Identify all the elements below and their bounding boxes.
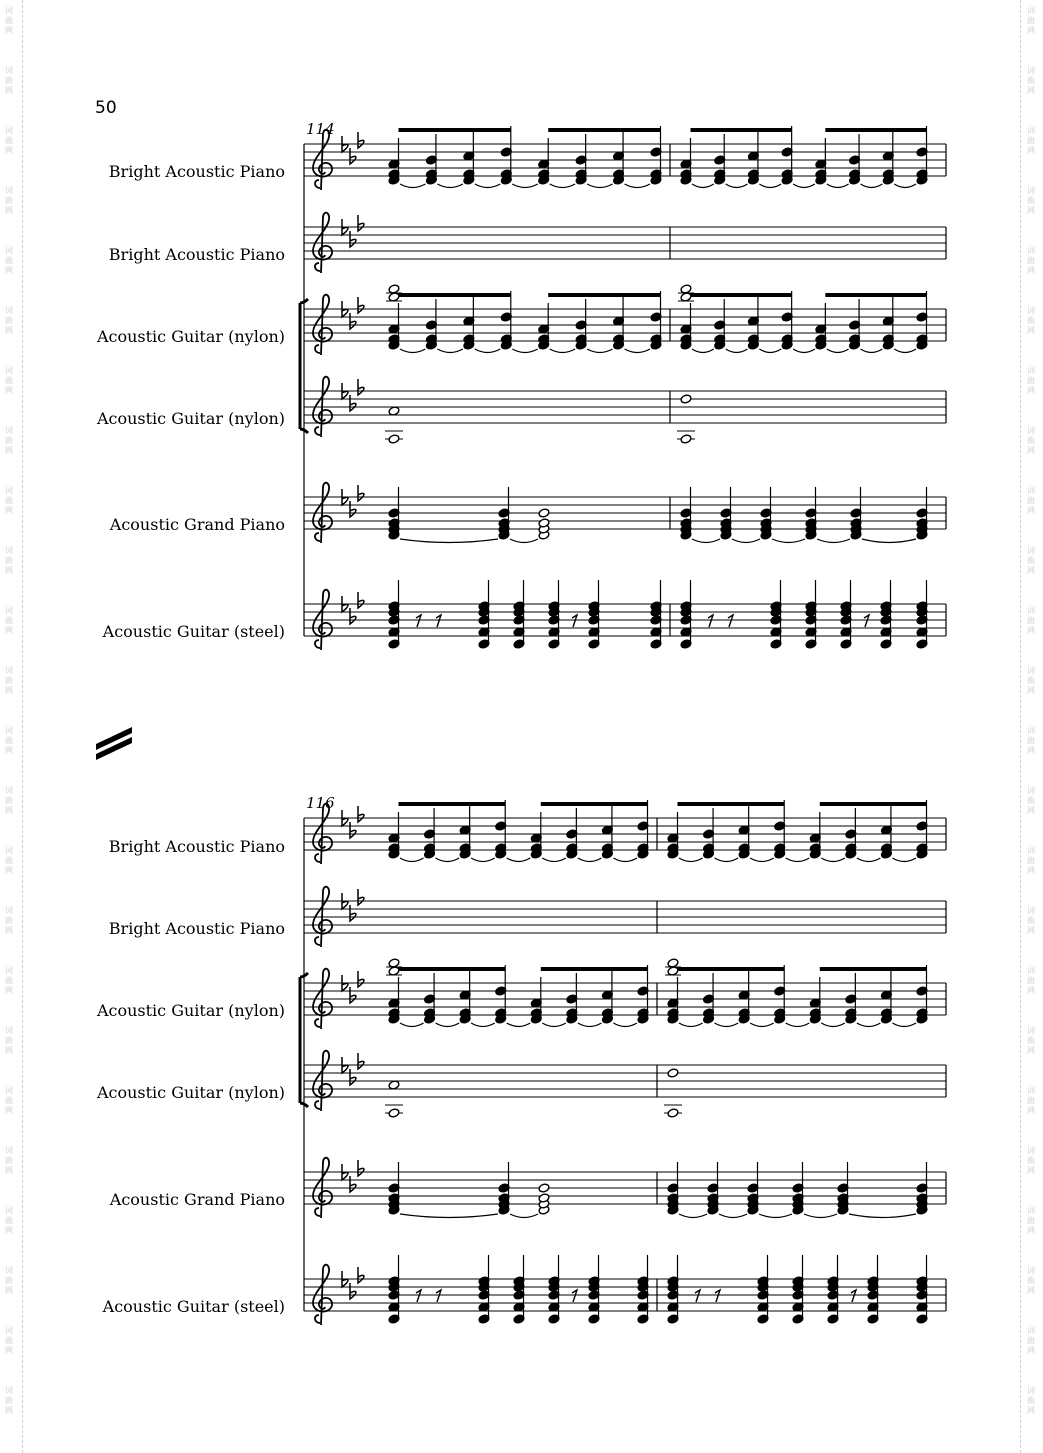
watermark-mark: 词 曲 网 (1027, 906, 1035, 935)
flat-sign-icon (358, 485, 364, 501)
tie-curve (436, 858, 460, 862)
staff (304, 580, 946, 650)
watermark-mark: 词 曲 网 (5, 6, 13, 35)
instrument-name: Acoustic Guitar (nylon) (96, 1083, 285, 1102)
watermark-mark: 词 曲 网 (1027, 426, 1035, 455)
tie-curve (436, 1023, 460, 1027)
tie-curve (857, 858, 881, 862)
tie-curve (772, 539, 805, 543)
tie-curve (821, 858, 845, 862)
flat-sign-icon (350, 501, 356, 517)
instrument-name: Bright Acoustic Piano (108, 245, 285, 264)
watermark-mark: 词 曲 网 (1027, 666, 1035, 695)
page-number: 50 (95, 98, 117, 118)
instrument-name: Acoustic Guitar (nylon) (96, 327, 285, 346)
watermark-mark: 词 曲 网 (5, 1386, 13, 1415)
watermark-mark: 词 曲 网 (5, 906, 13, 935)
watermark-mark: 词 曲 网 (5, 306, 13, 335)
watermark-mark: 词 曲 网 (1027, 126, 1035, 155)
watermark-mark: 词 曲 网 (1027, 1026, 1035, 1055)
tie-curve (827, 349, 849, 353)
tie-curve (550, 184, 575, 188)
eighth-rest-icon (708, 615, 713, 627)
tie-curve (542, 858, 566, 862)
tie-curve (625, 349, 650, 353)
measure-number: 114 (306, 120, 335, 138)
flat-sign-icon (358, 971, 364, 987)
tie-curve (510, 1214, 538, 1218)
note-head (388, 1108, 400, 1118)
tie-curve (512, 184, 537, 188)
flat-sign-icon (350, 395, 356, 411)
tie-curve (400, 184, 425, 188)
flat-sign-icon (358, 592, 364, 608)
eighth-rest-icon (864, 615, 869, 627)
watermark-mark: 词 曲 网 (1027, 846, 1035, 875)
watermark-mark: 词 曲 网 (5, 126, 13, 155)
instrument-name: Bright Acoustic Piano (108, 919, 285, 938)
flat-sign-icon (358, 806, 364, 822)
flat-sign-icon (358, 132, 364, 148)
tie-curve (804, 1214, 837, 1218)
watermark-mark: 词 曲 网 (5, 966, 13, 995)
instrument-name: Bright Acoustic Piano (108, 837, 285, 856)
watermark-mark: 词 曲 网 (1027, 486, 1035, 515)
watermark-mark: 词 曲 网 (5, 726, 13, 755)
watermark-mark: 词 曲 网 (1027, 6, 1035, 35)
flat-sign-icon (358, 1267, 364, 1283)
tie-curve (578, 1023, 602, 1027)
tie-curve (400, 539, 498, 543)
tie-curve (861, 349, 883, 353)
tie-curve (587, 349, 612, 353)
instrument-name: Acoustic Guitar (steel) (102, 1297, 285, 1316)
tie-curve (849, 1214, 916, 1218)
watermark-mark: 词 曲 网 (1027, 1266, 1035, 1295)
tie-curve (613, 858, 637, 862)
watermark-mark: 词 曲 网 (5, 1026, 13, 1055)
tie-curve (550, 349, 575, 353)
tie-curve (437, 349, 462, 353)
flat-sign-icon (358, 1053, 364, 1069)
staff (304, 958, 946, 1029)
eighth-rest-icon (851, 1290, 856, 1302)
staff (304, 1158, 946, 1218)
eighth-rest-icon (572, 1290, 577, 1302)
tie-curve (471, 858, 495, 862)
watermark-mark: 词 曲 网 (1027, 306, 1035, 335)
tie-curve (732, 539, 760, 543)
eighth-rest-icon (436, 1290, 441, 1302)
tie-curve (475, 349, 500, 353)
flat-sign-icon (358, 215, 364, 231)
tie-curve (578, 858, 602, 862)
watermark-mark: 词 曲 网 (5, 606, 13, 635)
eighth-rest-icon (728, 615, 733, 627)
note-head (538, 1183, 550, 1193)
watermark-mark: 词 曲 网 (5, 1146, 13, 1175)
watermark-mark: 词 曲 网 (5, 1266, 13, 1295)
tie-curve (400, 858, 424, 862)
tie-curve (679, 1023, 703, 1027)
flat-sign-icon (350, 987, 356, 1003)
watermark-mark: 词 曲 网 (5, 546, 13, 575)
staff (304, 483, 946, 543)
staff (304, 213, 946, 273)
tie-curve (542, 1023, 566, 1027)
instrument-name: Acoustic Grand Piano (109, 515, 285, 534)
watermark-mark: 词 曲 网 (5, 186, 13, 215)
tie-curve (400, 349, 425, 353)
tie-curve (861, 184, 883, 188)
tie-curve (821, 1023, 845, 1027)
watermark-mark: 词 曲 网 (5, 846, 13, 875)
tie-curve (715, 858, 739, 862)
watermark-mark: 词 曲 网 (1027, 1326, 1035, 1355)
note-head (667, 1068, 679, 1078)
watermark-mark: 词 曲 网 (1027, 606, 1035, 635)
watermark-mark: 词 曲 网 (1027, 66, 1035, 95)
tie-curve (613, 1023, 637, 1027)
tie-curve (507, 858, 531, 862)
tie-curve (400, 1023, 424, 1027)
flat-sign-icon (350, 1283, 356, 1299)
tie-curve (750, 858, 774, 862)
tie-curve (692, 184, 714, 188)
note-head (667, 1108, 679, 1118)
flat-sign-icon (350, 608, 356, 624)
flat-sign-icon (358, 297, 364, 313)
tie-curve (857, 1023, 881, 1027)
tie-curve (793, 349, 815, 353)
music-system (300, 800, 946, 1325)
tie-curve (475, 184, 500, 188)
tie-curve (692, 349, 714, 353)
instrument-name: Acoustic Guitar (steel) (102, 622, 285, 641)
watermark-mark: 词 曲 网 (5, 366, 13, 395)
staff (304, 800, 946, 864)
tie-curve (750, 1023, 774, 1027)
watermark-mark: 词 曲 网 (1027, 966, 1035, 995)
eighth-rest-icon (572, 615, 577, 627)
staff (304, 126, 946, 190)
tie-curve (759, 349, 781, 353)
tie-curve (726, 349, 748, 353)
tie-curve (759, 184, 781, 188)
watermark-mark: 词 曲 网 (5, 426, 13, 455)
tie-curve (719, 1214, 747, 1218)
flat-sign-icon (350, 1176, 356, 1192)
watermark-mark: 词 曲 网 (1027, 246, 1035, 275)
watermark-mark: 词 曲 网 (5, 1206, 13, 1235)
eighth-rest-icon (436, 615, 441, 627)
instrument-name: Bright Acoustic Piano (108, 162, 285, 181)
watermark-mark: 词 曲 网 (5, 786, 13, 815)
tie-curve (679, 858, 703, 862)
watermark-mark: 词 曲 网 (5, 666, 13, 695)
tie-curve (817, 539, 850, 543)
note-head (388, 434, 400, 444)
watermark-mark: 词 曲 网 (1027, 1206, 1035, 1235)
measure-number: 116 (306, 794, 335, 812)
tie-curve (892, 858, 916, 862)
watermark-mark: 词 曲 网 (1027, 366, 1035, 395)
tie-curve (512, 349, 537, 353)
watermark-mark: 词 曲 网 (1027, 1146, 1035, 1175)
note-head (538, 508, 550, 518)
tie-curve (692, 539, 720, 543)
flat-sign-icon (350, 148, 356, 164)
flat-sign-icon (350, 1069, 356, 1085)
watermark-mark: 词 曲 网 (1027, 546, 1035, 575)
tie-curve (507, 1023, 531, 1027)
flat-sign-icon (358, 889, 364, 905)
tie-curve (786, 1023, 810, 1027)
eighth-rest-icon (715, 1290, 720, 1302)
tie-curve (587, 184, 612, 188)
flat-sign-icon (350, 822, 356, 838)
eighth-rest-icon (416, 615, 421, 627)
eighth-rest-icon (695, 1290, 700, 1302)
watermark-mark: 词 曲 网 (5, 486, 13, 515)
instrument-name: Acoustic Guitar (nylon) (96, 1001, 285, 1020)
tie-curve (679, 1214, 707, 1218)
tie-curve (400, 1214, 498, 1218)
note-head (680, 434, 692, 444)
instrument-name: Acoustic Grand Piano (109, 1190, 285, 1209)
tie-curve (437, 184, 462, 188)
flat-sign-icon (358, 379, 364, 395)
system-separator-mark (96, 727, 132, 760)
watermark-mark: 词 曲 网 (1027, 1386, 1035, 1415)
tie-curve (715, 1023, 739, 1027)
tie-curve (471, 1023, 495, 1027)
watermark-mark: 词 曲 网 (5, 1326, 13, 1355)
watermark-mark: 词 曲 网 (5, 66, 13, 95)
flat-sign-icon (350, 313, 356, 329)
tie-curve (894, 184, 916, 188)
watermark-mark: 词 曲 网 (1027, 726, 1035, 755)
tie-curve (892, 1023, 916, 1027)
flat-sign-icon (358, 1160, 364, 1176)
tie-curve (827, 184, 849, 188)
tie-curve (786, 858, 810, 862)
tie-curve (726, 184, 748, 188)
watermark-mark: 词 曲 网 (1027, 786, 1035, 815)
tie-curve (625, 184, 650, 188)
staff (304, 887, 946, 947)
staff (304, 1051, 946, 1118)
watermark-mark: 词 曲 网 (1027, 1086, 1035, 1115)
staff (304, 284, 946, 355)
tie-curve (862, 539, 916, 543)
eighth-rest-icon (416, 1290, 421, 1302)
instrument-name: Acoustic Guitar (nylon) (96, 409, 285, 428)
music-system (300, 126, 946, 650)
tie-curve (894, 349, 916, 353)
staff (304, 377, 946, 444)
watermark-mark: 词 曲 网 (5, 246, 13, 275)
flat-sign-icon (350, 905, 356, 921)
note-head (680, 394, 692, 404)
staff (304, 1255, 946, 1325)
tie-curve (759, 1214, 792, 1218)
watermark-mark: 词 曲 网 (1027, 186, 1035, 215)
tie-curve (510, 539, 538, 543)
tie-curve (793, 184, 815, 188)
watermark-mark: 词 曲 网 (5, 1086, 13, 1115)
flat-sign-icon (350, 231, 356, 247)
